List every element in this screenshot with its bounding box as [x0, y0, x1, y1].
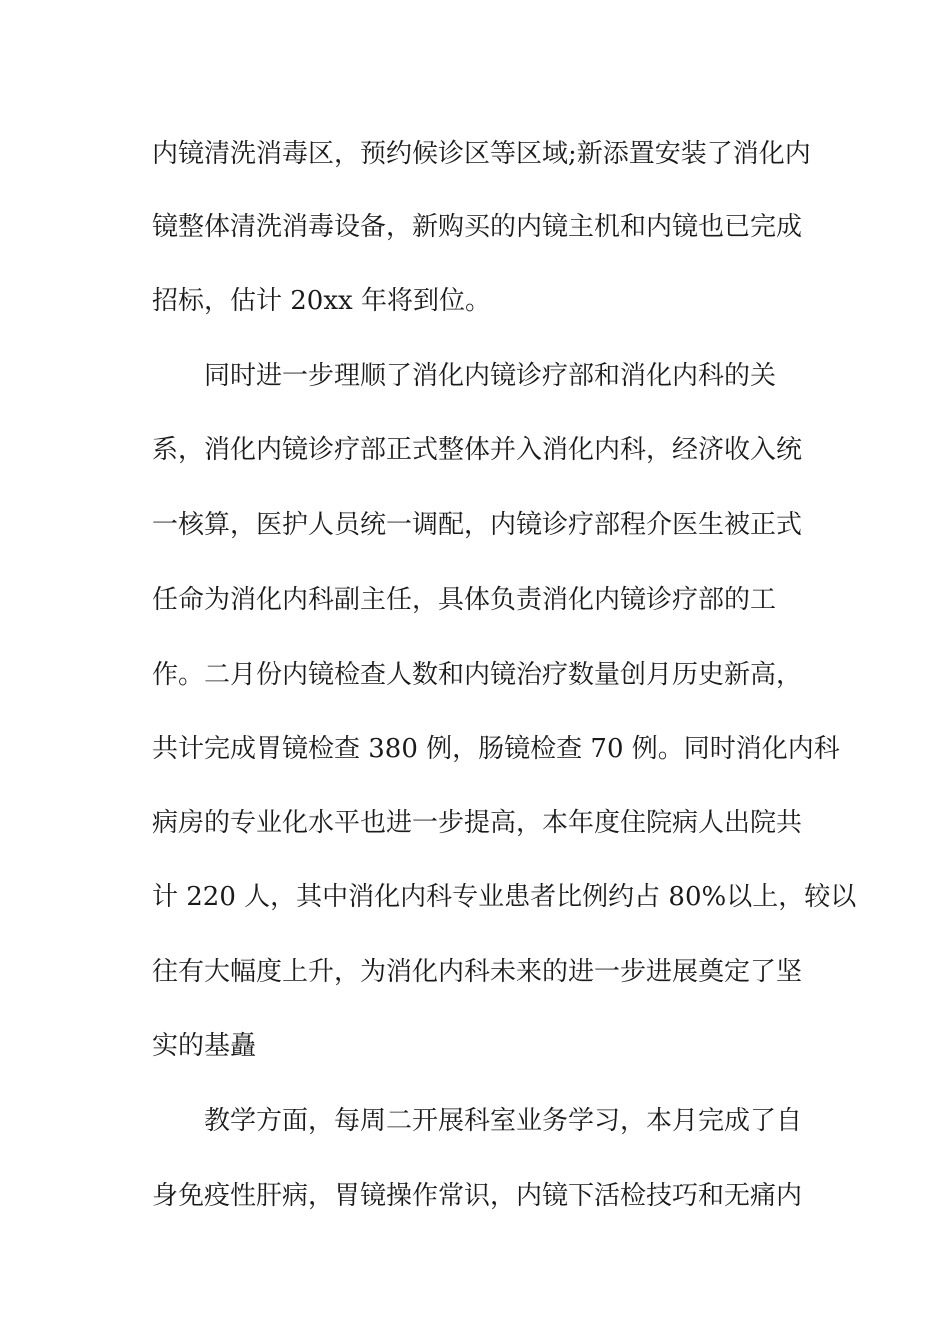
paragraph-first-line: 同时进一步理顺了消化内镜诊疗部和消化内科的关 [204, 361, 777, 391]
text-line: 实的基矗 [152, 1031, 257, 1061]
text-line: 身免疫性肝病，胃镜操作常识，内镜下活检技巧和无痛内 [152, 1181, 803, 1211]
text-line: 镜整体清洗消毒设备，新购买的内镜主机和内镜也已完成 [152, 212, 803, 242]
text-line: 任命为消化内科副主任，具体负责消化内镜诊疗部的工 [152, 585, 777, 615]
text-line: 招标，估计 20xx 年将到位。 [152, 286, 491, 316]
text-line: 病房的专业化水平也进一步提高，本年度住院病人出院共 [152, 808, 803, 838]
text-line: 系，消化内镜诊疗部正式整体并入消化内科，经济收入统 [152, 435, 803, 465]
text-line: 往有大幅度上升，为消化内科未来的进一步进展奠定了坚 [152, 957, 803, 987]
text-line: 一核算，医护人员统一调配，内镜诊疗部程介医生被正式 [152, 510, 803, 540]
text-line: 共计完成胃镜检查 380 例，肠镜检查 70 例。同时消化内科 [152, 734, 840, 764]
text-line: 作。二月份内镜检查人数和内镜治疗数量创月历史新高， [152, 660, 803, 690]
paragraph-first-line: 教学方面，每周二开展科室业务学习，本月完成了自 [204, 1106, 803, 1136]
text-line: 计 220 人，其中消化内科专业患者比例约占 80%以上，较以 [152, 882, 857, 912]
text-line: 内镜清洗消毒区，预约候诊区等区域;新添置安装了消化内 [152, 139, 811, 169]
